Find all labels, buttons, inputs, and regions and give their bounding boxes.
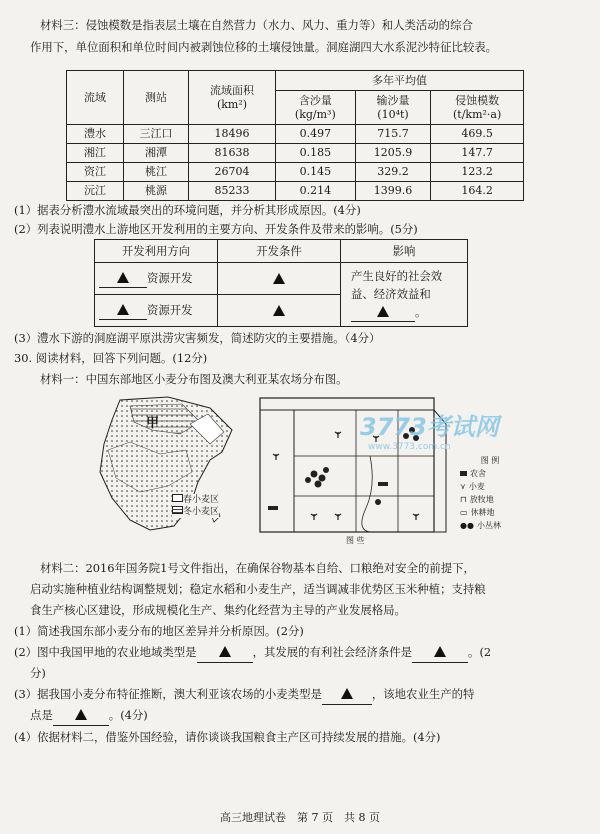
answer-blank-icon [219, 646, 231, 657]
farm-map-legend: 图 例 农舍 ⋎ 小麦 ⊓ 放牧地 ▭ 休耕地 ●● 小丛林 [460, 456, 501, 530]
china-map-legend: 春小麦区 冬小麦区 [172, 494, 219, 518]
table-row: 湘江 湘潭 81638 0.185 1205.9 147.7 [67, 144, 524, 163]
answer-blank-icon [341, 688, 353, 699]
dev-condition-2 [218, 295, 341, 327]
dev-header-direction: 开发利用方向 [95, 240, 218, 263]
dev-header-condition: 开发条件 [218, 240, 341, 263]
sediment-table [66, 70, 524, 201]
farm-map-bottom-label: 图 些 [346, 536, 365, 544]
china-wheat-map [90, 394, 250, 539]
material1: 材料一：中国东部地区小麦分布图及澳大利亚某农场分布图。 [40, 372, 348, 386]
watermark: 3773考试网 www.3773.com.cn [360, 413, 499, 452]
header-trans: 输沙量 (10⁴t) [355, 91, 431, 125]
farmhouse-icon [460, 471, 467, 476]
dev-effect: 产生良好的社会效 益、经济效益和 。 [341, 263, 468, 327]
dev-direction-1: 资源开发 [95, 263, 218, 295]
question-30-2-cont: 分) [30, 666, 46, 680]
question-30-3: (3）据我国小麦分布特征推断，澳大利亚该农场的小麦类型是 ，该地农业生产的特 [14, 685, 578, 705]
wheat-icon: ⋎ [460, 482, 466, 491]
header-basin: 流域 [67, 71, 124, 125]
answer-blank-icon [434, 646, 446, 657]
pasture-icon: ⊓ [460, 495, 467, 504]
answer-blank-icon [117, 272, 129, 283]
page-footer: 高三地理试卷 第 7 页 共 8 页 [220, 811, 380, 824]
header-sand: 含沙量 (kg/m³) [276, 91, 356, 125]
question-3: (3）澧水下游的洞庭湖平原洪涝灾害频发，简述防灾的主要措施。（4分） [14, 331, 381, 345]
dev-direction-2: 资源开发 [95, 295, 218, 327]
answer-blank-icon [273, 305, 285, 316]
question-30-3-cont: 点是 。(4分) [30, 706, 578, 726]
dev-condition-1 [218, 263, 341, 295]
development-table [94, 239, 468, 327]
table-row: 沅江 桃源 85233 0.214 1399.6 164.2 [67, 182, 524, 201]
dev-header-effect: 影响 [341, 240, 468, 263]
answer-blank-icon [117, 304, 129, 315]
grove-icon: ●● [460, 521, 474, 530]
material3-line1: 材料三：侵蚀模数是指表层土壤在自然营力（水力、风力、重力等）和人类活动的综合 [40, 18, 473, 32]
question-30-4: (4）依据材料二，借鉴外国经验，请你谈谈我国粮食主产区可持续发展的措施。(4分) [14, 730, 441, 744]
header-area: 流域面积 (km²) [189, 71, 276, 125]
fallow-icon: ▭ [460, 508, 468, 517]
material3-line2: 作用下，单位面积和单位时间内被剥蚀位移的土壤侵蚀量。洞庭湖四大水系泥沙特征比较表。 [30, 40, 498, 54]
header-station: 测站 [124, 71, 189, 125]
location-jia-label: 甲 [146, 416, 160, 431]
question-30-1: (1）简述我国东部小麦分布的地区差异并分析原因。(2分) [14, 624, 304, 638]
material2-line3: 食生产核心区建设，形成规模化生产、集约化经营为主导的产业发展格局。 [30, 603, 406, 617]
header-group: 多年平均值 [276, 71, 524, 91]
question-2: (2）列表说明澧水上游地区开发利用的主要方向、开发条件及带来的影响。(5分) [14, 222, 418, 236]
question-30: 30. 阅读材料，回答下列问题。(12分) [14, 351, 208, 365]
answer-blank-icon [377, 306, 389, 317]
material2-line2: 启动实施种植业结构调整规划；稳定水稻和小麦生产，适当调减非优势区玉米种植；支持粮 [30, 582, 486, 596]
material2-line1: 材料二：2016年国务院1号文件指出，在确保谷物基本自给、口粮绝对安全的前提下， [40, 561, 475, 575]
answer-blank-icon [273, 273, 285, 284]
question-30-2: (2）图中我国甲地的农业地域类型是 ，其发展的有利社会经济条件是 。(2 [14, 643, 578, 663]
question-1: (1）据表分析澧水流域最突出的环境问题，并分析其形成原因。(4分) [14, 203, 361, 217]
header-mod: 侵蚀模数 (t/km²·a) [431, 91, 524, 125]
table-row: 澧水 三江口 18496 0.497 715.7 469.5 [67, 125, 524, 144]
answer-blank-icon [75, 709, 87, 720]
table-row: 资江 桃江 26704 0.145 329.2 123.2 [67, 163, 524, 182]
